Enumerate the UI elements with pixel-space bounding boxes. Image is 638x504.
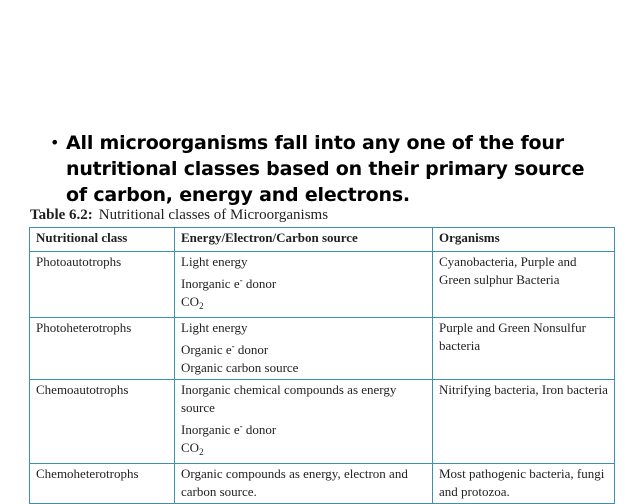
source-text: donor xyxy=(234,342,269,357)
source-line: Organic compounds as energy, electron and carbon source. xyxy=(181,466,408,499)
source-line: Light energy xyxy=(181,254,248,269)
table-row xyxy=(30,318,615,380)
header-organisms: Organisms xyxy=(433,228,615,252)
nutrition-table xyxy=(29,227,615,504)
source-text: Inorganic e xyxy=(181,422,240,437)
cell-organisms: Purple and Green Nonsulfur bacteria xyxy=(433,318,615,380)
source-text: donor xyxy=(242,422,277,437)
source-text: donor xyxy=(242,276,277,291)
superscript: - xyxy=(239,275,243,285)
cell-source xyxy=(175,464,433,504)
header-source: Energy/Electron/Carbon source xyxy=(175,228,433,252)
source-line: Inorganic chemical compounds as energy source xyxy=(181,382,397,415)
source-text: CO xyxy=(181,440,200,455)
table-row xyxy=(30,464,615,504)
header-nutritional-class: Nutritional class xyxy=(30,228,175,252)
bullet-text: All microorganisms fall into any one of the four nutritional classes based on their primary source of carbon, energy and electrons. xyxy=(66,132,585,206)
cell-source xyxy=(175,318,433,380)
table-header-row xyxy=(30,228,615,252)
cell-class: Chemoautotrophs xyxy=(30,380,175,464)
source-line xyxy=(181,271,426,293)
bullet-symbol: • xyxy=(50,133,60,152)
cell-source xyxy=(175,252,433,318)
cell-class: Photoautotrophs xyxy=(30,252,175,318)
cell-organisms: Cyanobacteria, Purple and Green sulphur Bacteria xyxy=(433,252,615,318)
source-line: Light energy xyxy=(181,320,248,335)
superscript: - xyxy=(239,421,243,431)
cell-class: Chemoheterotrophs xyxy=(30,464,175,504)
table-row xyxy=(30,380,615,464)
subscript: 2 xyxy=(199,301,204,311)
source-text: Inorganic e xyxy=(181,276,240,291)
superscript: - xyxy=(231,341,235,351)
bullet-point xyxy=(50,130,610,208)
cell-source xyxy=(175,380,433,464)
table-caption xyxy=(30,205,328,225)
source-line xyxy=(181,293,426,315)
source-line: Organic carbon source xyxy=(181,360,299,375)
cell-organisms: Nitrifying bacteria, Iron bacteria xyxy=(433,380,615,464)
cell-organisms: Most pathogenic bacteria, fungi and protozoa. xyxy=(433,464,615,504)
table-caption-title: Nutritional classes of Microorganisms xyxy=(98,207,329,223)
cell-class: Photoheterotrophs xyxy=(30,318,175,380)
table-row xyxy=(30,252,615,318)
source-line xyxy=(181,439,426,461)
table-caption-label: Table 6.2: xyxy=(30,207,93,223)
subscript: 2 xyxy=(199,447,204,457)
source-text: CO xyxy=(181,294,200,309)
source-text: Organic e xyxy=(181,342,232,357)
source-line xyxy=(181,417,426,439)
source-line xyxy=(181,337,426,359)
